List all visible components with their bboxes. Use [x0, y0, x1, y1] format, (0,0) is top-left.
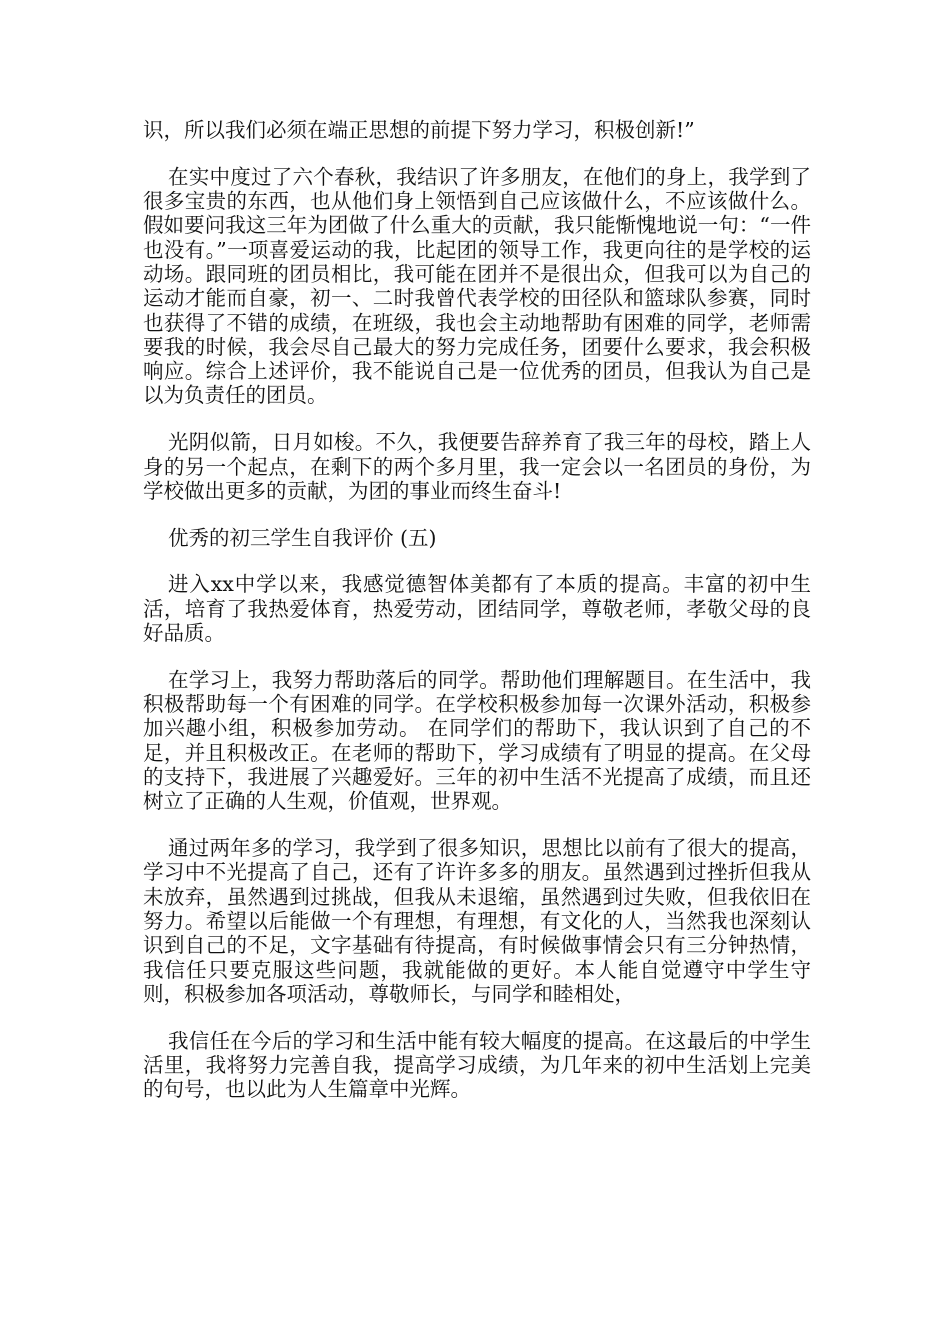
- paragraph-conclusion: 我信任在今后的学习和生活中能有较大幅度的提高。在这最后的中学生活里，我将努力完善自我，提高学习成绩，为几年来的初中生活划上完美的句号，也以此为人生篇章中光辉。: [143, 1028, 811, 1102]
- paragraph-continuation: 识，所以我们必须在端正思想的前提下努力学习，积极创新!”: [143, 118, 695, 142]
- paragraph-growth: 通过两年多的学习，我学到了很多知识，思想比以前有了很大的提高，学习中不光提高了自己，还有了许许多多的朋友。虽然遇到过挫折但我从未放弃，虽然遇到过挑战，但我从未退缩，虽然遇到过失败，但我依旧在努力。希望以后能做一个有理想，有理想，有文化的人，当然我也深刻认识到自己的不足，文字基础有待提高，有时候做事情会只有三分钟热情，我信任只要克服这些问题，我就能做的更好。本人能自觉遵守中学生守则，积极参加各项活动，尊敬师长，与同学和睦相处，: [143, 836, 811, 1006]
- document-body: [143, 118, 811, 1124]
- paragraph-study-and-life: 在学习上，我努力帮助落后的同学。帮助他们理解题目。在生活中，我积极帮助每一个有困难的同学。在学校积极参加每一次课外活动，积极参加兴趣小组，积极参加劳动。 在同学们的帮助下，我认识到了自己的不足，并且积极改正。在老师的帮助下，学习成绩有了明显的提高。在父母的支持下，我进展了兴趣爱好。三年的初中生活不光提高了成绩，而且还树立了正确的人生观，价值观，世界观。: [143, 667, 811, 814]
- paragraph-introduction: 进入xx中学以来，我感觉德智体美都有了本质的提高。丰富的初中生活，培育了我热爱体育，热爱劳动，团结同学，尊敬老师，孝敬父母的良好品质。: [143, 572, 811, 646]
- paragraph-friends-and-sports: 在实中度过了六个春秋，我结识了许多朋友，在他们的身上，我学到了很多宝贵的东西，也从他们身上领悟到自己应该做什么，不应该做什么。假如要问我这三年为团做了什么重大的贡献，我只能惭愧地说一句：“一件也没有。”一项喜爱运动的我，比起团的领导工作，我更向往的是学校的运动场。跟同班的团员相比，我可能在团并不是很出众，但我可以为自己的运动才能而自豪，初一、二时我曾代表学校的田径队和篮球队参赛，同时也获得了不错的成绩，在班级，我也会主动地帮助有困难的同学，老师需要我的时候，我会尽自己最大的努力完成任务，团要什么要求，我会积极响应。综合上述评价，我不能说自己是一位优秀的团员，但我认为自己是以为负责任的团员。: [143, 164, 811, 408]
- paragraph-farewell: 光阴似箭，日月如梭。不久，我便要告辞养育了我三年的母校，踏上人身的另一个起点，在剩下的两个多月里，我一定会以一名团员的身份，为学校做出更多的贡献，为团的事业而终生奋斗!: [143, 430, 811, 503]
- section-heading: 优秀的初三学生自我评价 (五): [168, 525, 437, 550]
